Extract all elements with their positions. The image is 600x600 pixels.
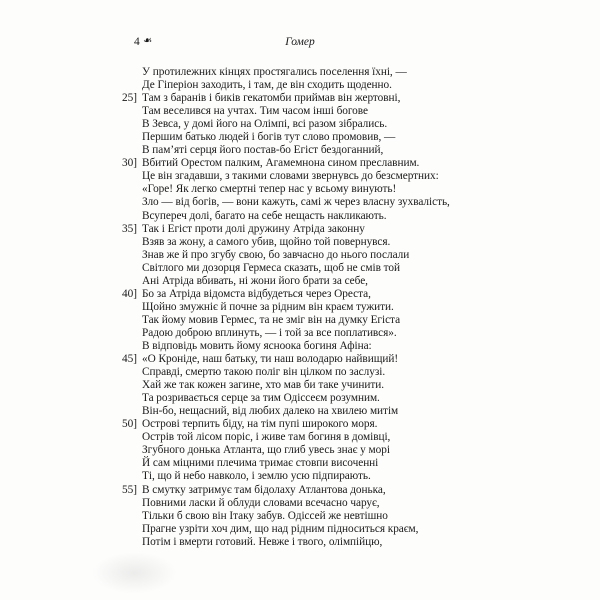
line-text: Щойно змужніє й почне за рідним він краєм тужити. bbox=[142, 300, 394, 313]
page-number: 4 bbox=[134, 36, 140, 48]
line-text: В пам’яті серця його постав-бо Егіст бездоганний, bbox=[142, 144, 384, 157]
poem-line bbox=[122, 523, 502, 536]
line-text: Першим батько людей і богів тут слово промовив, — bbox=[142, 131, 396, 144]
poem-line bbox=[122, 301, 502, 314]
page-header bbox=[0, 36, 600, 51]
poem-text-block bbox=[122, 66, 502, 549]
poem-line bbox=[122, 262, 502, 275]
line-number: 35] bbox=[122, 222, 137, 235]
line-text: Потім і вмерти готовий. Невже і твого, олімпійцю, bbox=[142, 535, 383, 548]
line-text: Острів той лісом поріс, і живе там богиня в домівці, bbox=[142, 431, 391, 444]
poem-line bbox=[122, 196, 502, 209]
line-number: 30] bbox=[122, 157, 137, 170]
line-text: Це він згадавши, з такими словами звернувсь до безсмертних: bbox=[142, 170, 439, 183]
line-text: Радою доброю вплинуть, — і той за все поплатився». bbox=[142, 326, 397, 339]
poem-line bbox=[122, 66, 502, 79]
line-text: Так йому мовив Гермес, та не зміг він на думку Егіста bbox=[142, 313, 401, 326]
line-text: Бо за Атріда відомста відбудеться через Ореста, bbox=[142, 287, 371, 300]
line-number: 25] bbox=[122, 92, 137, 105]
poem-line bbox=[122, 536, 502, 549]
poem-line bbox=[122, 405, 502, 418]
line-text: Й сам міцними плечима тримає стовпи височенні bbox=[142, 457, 379, 470]
line-text: В смутку затримує там бідолаху Атлантова донька, bbox=[142, 483, 386, 496]
line-text: Він-бо, нещасний, від любих далеко на хвилею митім bbox=[142, 405, 399, 418]
poem-line bbox=[122, 314, 502, 327]
poem-line bbox=[122, 118, 502, 131]
running-title: Гомер bbox=[285, 36, 315, 48]
line-text: Тільки б свою він Ітаку забув. Одіссей же невтішно bbox=[142, 509, 388, 522]
line-text: Де Гіперіон заходить, і там, де він сходить щоденно. bbox=[142, 79, 392, 92]
line-text: Хай же так кожен загине, хто мав би таке учинити. bbox=[142, 379, 385, 392]
poem-line bbox=[122, 105, 502, 118]
line-text: Зло — від богів, — вони кажуть, самі ж через власну зухвалість, bbox=[142, 196, 450, 209]
line-text: Так і Егіст проти долі дружину Атріда законну bbox=[142, 222, 365, 235]
line-text: Прагне узріти хоч дим, що над рідним підноситься краєм, bbox=[142, 522, 419, 535]
poem-line bbox=[122, 157, 502, 170]
line-text: Взяв за жону, а самого убив, щойно той повернувся. bbox=[142, 235, 391, 248]
line-text: Острові терпить біду, на тім пупі широкого моря. bbox=[142, 418, 378, 431]
line-text: Світлого ми дозорця Гермеса сказать, щоб не смів той bbox=[142, 261, 400, 274]
poem-line bbox=[122, 340, 502, 353]
poem-line bbox=[122, 418, 502, 431]
poem-line bbox=[122, 392, 502, 405]
header-center bbox=[0, 36, 600, 49]
line-number: 50] bbox=[122, 418, 137, 431]
line-text: У протилежних кінцях простягались поселення їхні, — bbox=[142, 66, 407, 78]
line-text: Там з баранів і биків гекатомби приймав він жертовні, bbox=[142, 92, 401, 105]
poem-line bbox=[122, 170, 502, 183]
poem-line bbox=[122, 510, 502, 523]
line-text: «Горе! Як легко смертні тепер нас у всьому винують! bbox=[142, 183, 397, 196]
poem-line bbox=[122, 497, 502, 510]
line-text: Справді, смертю такою поліг він цілком по заслузі. bbox=[142, 366, 386, 379]
line-number: 55] bbox=[122, 483, 137, 496]
line-text: Всупереч долі, багато на себе нещасть накликають. bbox=[142, 209, 387, 222]
poem-line bbox=[122, 366, 502, 379]
line-text: Знав же й про згубу свою, бо завчасно до нього послали bbox=[142, 248, 410, 261]
poem-line bbox=[122, 288, 502, 301]
line-text: В відповідь мовить йому ясноока богиня Афіна: bbox=[142, 339, 372, 352]
line-text: Ті, що й небо навколо, і землю усю підпирають. bbox=[142, 470, 371, 483]
poem-line bbox=[122, 327, 502, 340]
poem-line bbox=[122, 484, 502, 497]
poem-line bbox=[122, 353, 502, 366]
line-text: Вбитий Орестом палким, Агамемнона сином преславним. bbox=[142, 157, 420, 170]
scan-artifact bbox=[92, 552, 177, 594]
line-number: 45] bbox=[122, 353, 137, 366]
poem-line bbox=[122, 131, 502, 144]
line-text: В Зевса, у домі його на Олімпі, всі разом зібрались. bbox=[142, 118, 388, 131]
poem-line bbox=[122, 379, 502, 392]
poem-line bbox=[122, 92, 502, 105]
poem-line bbox=[122, 444, 502, 457]
poem-line bbox=[122, 249, 502, 262]
line-text: «О Кроніде, наш батьку, ти наш володарю найвищий! bbox=[142, 353, 399, 366]
poem-line bbox=[122, 457, 502, 470]
poem-line bbox=[122, 275, 502, 288]
line-text: Ані Атріда вбивать, ні жони його брати за себе, bbox=[142, 274, 368, 287]
line-text: Повними ласки й облуди словами всечасно чарує, bbox=[142, 496, 380, 509]
poem-line bbox=[122, 79, 502, 92]
poem-line bbox=[122, 431, 502, 444]
poem-line bbox=[122, 144, 502, 157]
line-text: Та розривається серце за тим Одіссеєм розумним. bbox=[142, 392, 380, 405]
line-text: Там веселився на учтах. Тим часом інші богове bbox=[142, 105, 368, 118]
poem-line bbox=[122, 223, 502, 236]
fleuron-icon: ❧ bbox=[142, 35, 152, 47]
poem-line bbox=[122, 236, 502, 249]
line-number: 40] bbox=[122, 287, 137, 300]
poem-line bbox=[122, 210, 502, 223]
poem-line bbox=[122, 470, 502, 483]
poem-line bbox=[122, 183, 502, 196]
line-text: Згубного донька Атланта, що глиб увесь знає у морі bbox=[142, 444, 390, 457]
